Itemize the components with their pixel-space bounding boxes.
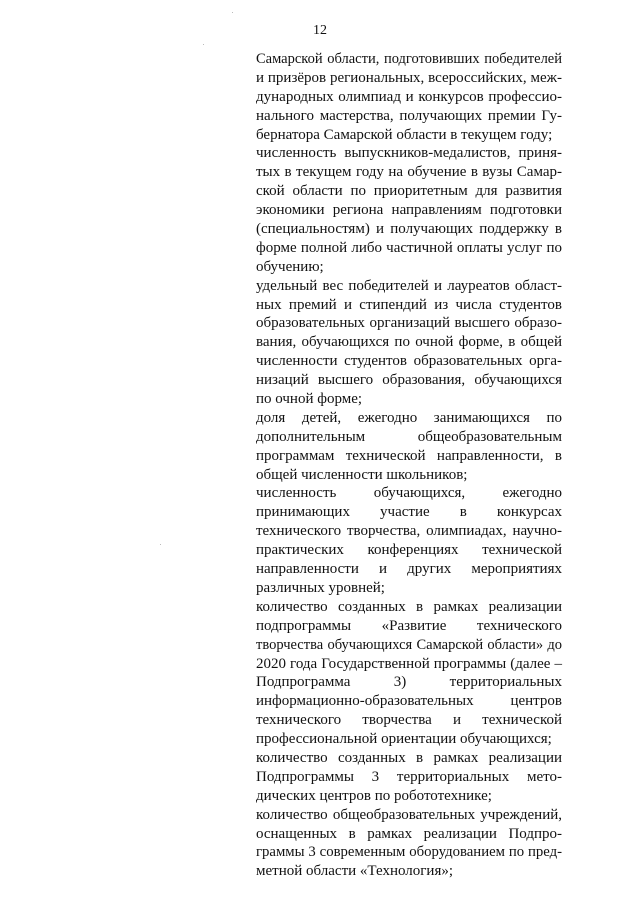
text-line: Подпрограммы 3 территориальных мето-: [256, 768, 562, 785]
text-line: Подпрограмма 3) территориальных: [256, 674, 562, 691]
text-line: количество общеобразовательных учреждений,: [256, 806, 562, 823]
text-line: низаций высшего образования, обучающихся: [256, 372, 562, 389]
text-line: доля детей, ежегодно занимающихся по: [256, 409, 562, 426]
text-line: образовательных организаций высшего образо-: [256, 315, 562, 332]
text-line: общей численности школьников;: [256, 466, 468, 483]
page-number: 12: [313, 23, 327, 38]
text-line: бернатора Самарской области в текущем году;: [256, 126, 553, 143]
text-line: дународных олимпиад и конкурсов профессио-: [256, 88, 562, 105]
text-line: Самарской области, подготовивших победителей: [256, 51, 562, 67]
text-line: нального мастерства, получающих премии Гу-: [256, 107, 562, 124]
text-line: численности студентов образовательных орга-: [256, 353, 562, 370]
text-line: профессиональной ориентации обучающихся;: [256, 731, 552, 748]
text-line: количество созданных в рамках реализации: [256, 598, 562, 615]
text-line: удельный вес победителей и лауреатов област-: [256, 277, 562, 294]
text-line: программам технической направленности, в: [256, 447, 562, 464]
scan-speck: [203, 44, 204, 45]
text-line: вания, обучающихся по очной форме, в общей: [256, 334, 562, 351]
text-line: метной области «Технология»;: [256, 863, 454, 880]
text-line: подпрограммы «Развитие технического: [256, 617, 562, 634]
text-line: информационно-образовательных центров: [256, 693, 562, 710]
scan-speck: [232, 12, 233, 13]
text-line: количество созданных в рамках реализации: [256, 749, 562, 766]
text-line: (специальностям) и получающих поддержку в: [256, 221, 562, 238]
text-line: тых в текущем году на обучение в вузы Самар-: [256, 164, 562, 181]
text-line: форме полной либо частичной оплаты услуг по: [256, 239, 562, 256]
text-line: оснащенных в рамках реализации Подпро-: [256, 825, 562, 842]
text-line: обучению;: [256, 258, 324, 275]
text-line: творчества обучающихся Самарской области» до: [256, 636, 562, 653]
text-line: принимающих участие в конкурсах: [256, 504, 562, 521]
text-line: и призёров региональных, всероссийских, меж-: [256, 69, 562, 86]
text-line: граммы 3 современным оборудованием по пред-: [256, 844, 562, 861]
text-line: направленности и других мероприятиях: [256, 561, 562, 578]
text-line: по очной форме;: [256, 391, 363, 408]
text-line: дополнительным общеобразовательным: [256, 428, 562, 445]
scan-speck: [160, 544, 161, 545]
text-line: численность выпускников-медалистов, приня-: [256, 145, 562, 162]
text-line: ской области по приоритетным для развития: [256, 183, 562, 200]
text-line: численность обучающихся, ежегодно: [256, 485, 562, 502]
text-line: ных премий и стипендий из числа студентов: [256, 296, 562, 313]
text-line: технического творчества и технической: [256, 712, 562, 729]
body-text: [256, 50, 562, 881]
text-line: практических конференциях технической: [256, 542, 562, 559]
text-line: экономики региона направлениям подготовки: [256, 202, 562, 219]
text-line: дических центров по робототехнике;: [256, 787, 492, 804]
text-line: технического творчества, олимпиадах, научно-: [256, 523, 562, 540]
text-line: различных уровней;: [256, 579, 385, 596]
text-line: 2020 года Государственной программы (далее –: [256, 655, 562, 672]
